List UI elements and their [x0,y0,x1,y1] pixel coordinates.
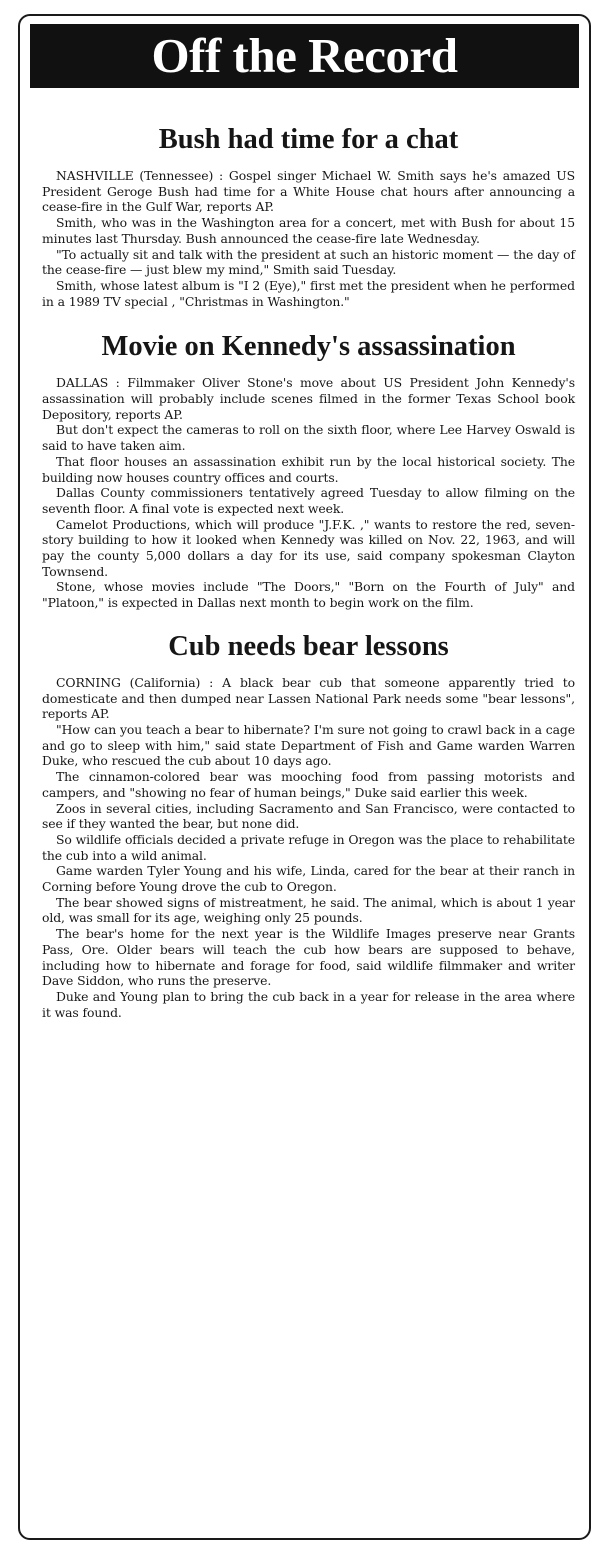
paragraph: That floor houses an assassination exhibit run by the local historical society. The building now houses country offices and courts. [42,453,575,485]
story-kennedy-movie [20,331,589,611]
paragraph: Game warden Tyler Young and his wife, Linda, cared for the bear at their ranch in Corning before Young drove the cub to Oregon. [42,863,575,895]
story-headline: Cub needs bear lessons [168,630,449,662]
story-bush-chat [20,124,589,309]
story-body [42,375,575,611]
paragraph: DALLAS : Filmmaker Oliver Stone's move about US President John Kennedy's assassination will probably include scenes filmed in the former Texas School book Depository, reports AP. [42,375,575,422]
paragraph: Camelot Productions, which will produce "J.F.K. ," wants to restore the red, seven-story building to how it looked when Kennedy was killed on Nov. 22, 1963, and will pay the county 5,000 dollars a day for its use, said company spokesman Clayton Townsend. [42,516,575,579]
story-bear-cub [20,631,589,1020]
paragraph: The cinnamon-colored bear was mooching food from passing motorists and campers, and "showing no fear of human beings," Duke said earlier this week. [42,769,575,800]
story-body [42,168,575,309]
paragraph: "To actually sit and talk with the president at such an historic moment — the day of the cease-fire — just blew my mind," Smith said Tuesday. [42,246,575,278]
paragraph: The bear showed signs of mistreatment, he said. The animal, which is about 1 year old, was small for its age, weighing only 25 pounds. [42,894,575,926]
paragraph: Smith, who was in the Washington area for a concert, met with Bush for about 15 minutes last Thursday. Bush announced the cease-fire late Wednesday. [42,215,575,246]
paragraph: NASHVILLE (Tennessee) : Gospel singer Michael W. Smith says he's amazed US President Geroge Bush had time for a White House chat hours after announcing a cease-fire in the Gulf War, reports AP. [42,168,575,215]
paragraph: Smith, whose latest album is "I 2 (Eye)," first met the president when he performed in a 1989 TV special , "Christmas in Washington." [42,277,575,309]
masthead: Off the Record [30,24,579,88]
paragraph: Zoos in several cities, including Sacramento and San Francisco, were contacted to see if they wanted the bear, but none did. [42,800,575,832]
paragraph: Dallas County commissioners tentatively agreed Tuesday to allow filming on the seventh floor. A final vote is expected next week. [42,485,575,516]
paragraph: "How can you teach a bear to hibernate? I'm sure not going to crawl back in a cage and go to sleep with him," said state Department of Fish and Game warden Warren Duke, who rescued the cub about 10 days ago. [42,721,575,769]
paragraph: Stone, whose movies include "The Doors," "Born on the Fourth of July" and "Platoon," is expected in Dallas next month to begin work on the film. [42,579,575,611]
paragraph: CORNING (California) : A black bear cub that someone apparently tried to domesticate and then dumped near Lassen National Park needs some "bear lessons", reports AP. [42,674,575,722]
paragraph: Duke and Young plan to bring the cub back in a year for release in the area where it was found. [42,988,575,1020]
story-headline: Movie on Kennedy's assassination [101,331,516,363]
paragraph: The bear's home for the next year is the Wildlife Images preserve near Grants Pass, Ore. Older bears will teach the cub how bears are supposed to behave, including how to hibernate and forage for food, said wildlife filmmaker and writer Dave Siddon, who runs the preserve. [42,926,575,989]
story-body [42,675,575,1020]
paragraph: But don't expect the cameras to roll on the sixth floor, where Lee Harvey Oswald is said to have taken aim. [42,422,575,454]
story-headline: Bush had time for a chat [158,124,459,155]
clipping-frame [18,14,591,1540]
paragraph: So wildlife officials decided a private refuge in Oregon was the place to rehabilitate the cub into a wild animal. [42,831,575,863]
